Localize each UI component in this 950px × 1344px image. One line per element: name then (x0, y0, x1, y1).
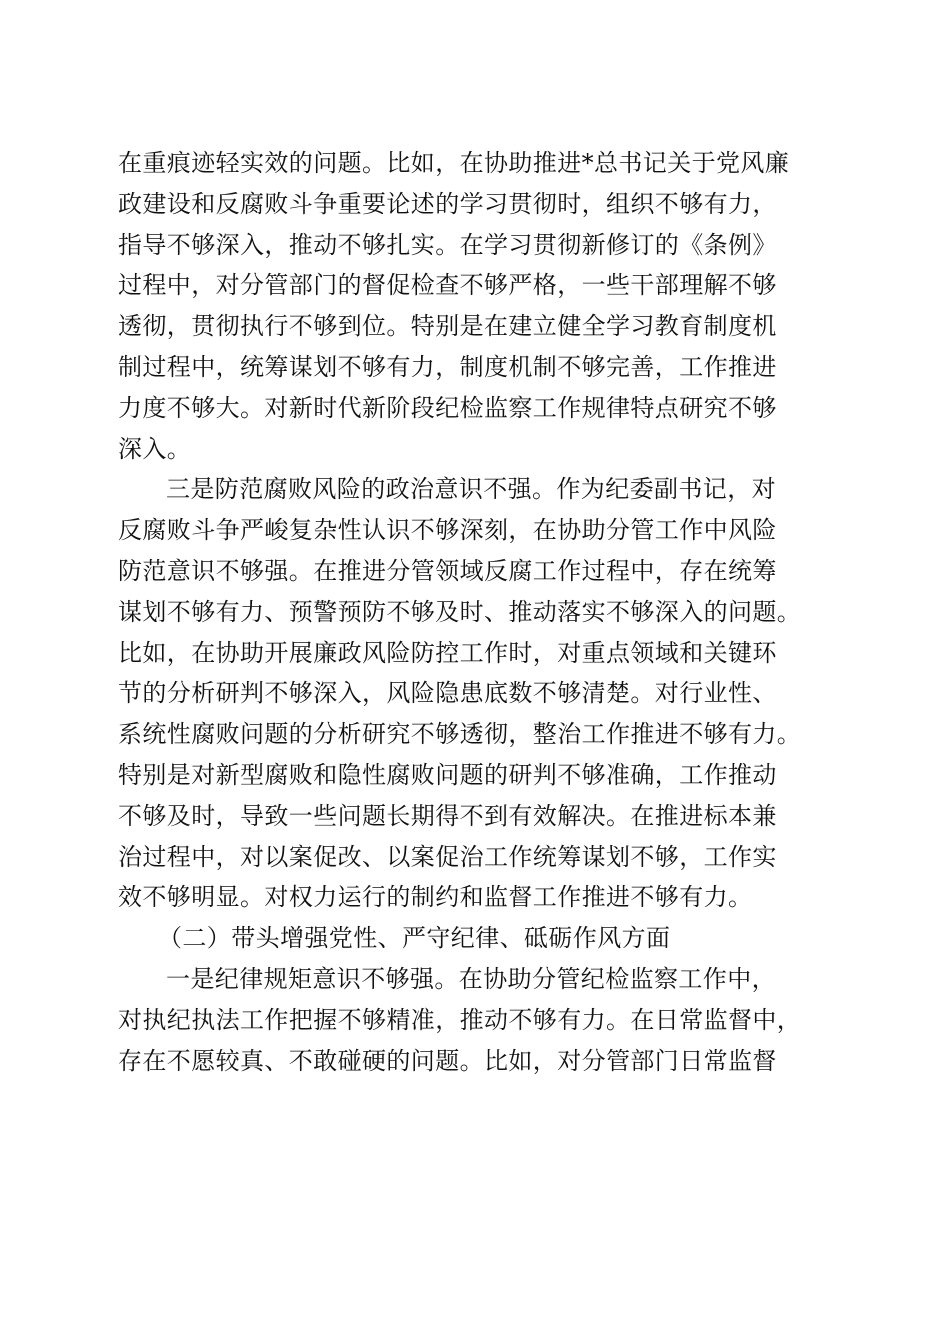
paragraph-start-line: 一是纪律规矩意识不够强。在协助分管纪检监察工作中， (166, 964, 776, 993)
text-line: 在重痕迹轻实效的问题。比如，在协助推进*总书记关于党风廉 (118, 149, 790, 177)
text-line: 政建设和反腐败斗争重要论述的学习贯彻时，组织不够有力， (118, 189, 777, 218)
text-line: 对执纪执法工作把握不够精准，推动不够有力。在日常监督中， (118, 1005, 802, 1034)
text-line: 反腐败斗争严峻复杂性认识不够深刻，在协助分管工作中风险 (118, 516, 777, 545)
text-line: 谋划不够有力、预警预防不够及时、推动落实不够深入的问题。 (118, 597, 802, 626)
text-line: 治过程中，对以案促改、以案促治工作统筹谋划不够，工作实 (118, 842, 777, 871)
paragraph-start-line: 三是防范腐败风险的政治意识不强。作为纪委副书记，对 (166, 475, 776, 504)
text-line: 特别是对新型腐败和隐性腐败问题的研判不够准确，工作推动 (118, 760, 777, 789)
text-line: 制过程中，统筹谋划不够有力，制度机制不够完善，工作推进 (118, 352, 777, 381)
text-line: 指导不够深入，推动不够扎实。在学习贯彻新修订的《条例》 (118, 230, 777, 259)
section-heading: （二）带头增强党性、严守纪律、砥砺作风方面 (158, 924, 671, 953)
document-body (118, 143, 830, 1081)
text-line: 存在不愿较真、不敢碰硬的问题。比如，对分管部门日常监督 (118, 1046, 777, 1075)
text-line: 力度不够大。对新时代新阶段纪检监察工作规律特点研究不够 (118, 393, 777, 422)
text-line: 节的分析研判不够深入，风险隐患底数不够清楚。对行业性、 (118, 679, 777, 708)
text-line: 深入。 (118, 434, 192, 463)
text-line: 过程中，对分管部门的督促检查不够严格，一些干部理解不够 (118, 271, 777, 300)
text-line: 防范意识不够强。在推进分管领域反腐工作过程中，存在统筹 (118, 556, 777, 585)
text-line: 透彻，贯彻执行不够到位。特别是在建立健全学习教育制度机 (118, 312, 777, 341)
text-line: 效不够明显。对权力运行的制约和监督工作推进不够有力。 (118, 883, 753, 912)
text-line: 比如，在协助开展廉政风险防控工作时，对重点领域和关键环 (118, 638, 777, 667)
text-line: 系统性腐败问题的分析研究不够透彻，整治工作推进不够有力。 (118, 720, 802, 749)
text-line: 不够及时，导致一些问题长期得不到有效解决。在推进标本兼 (118, 801, 777, 830)
